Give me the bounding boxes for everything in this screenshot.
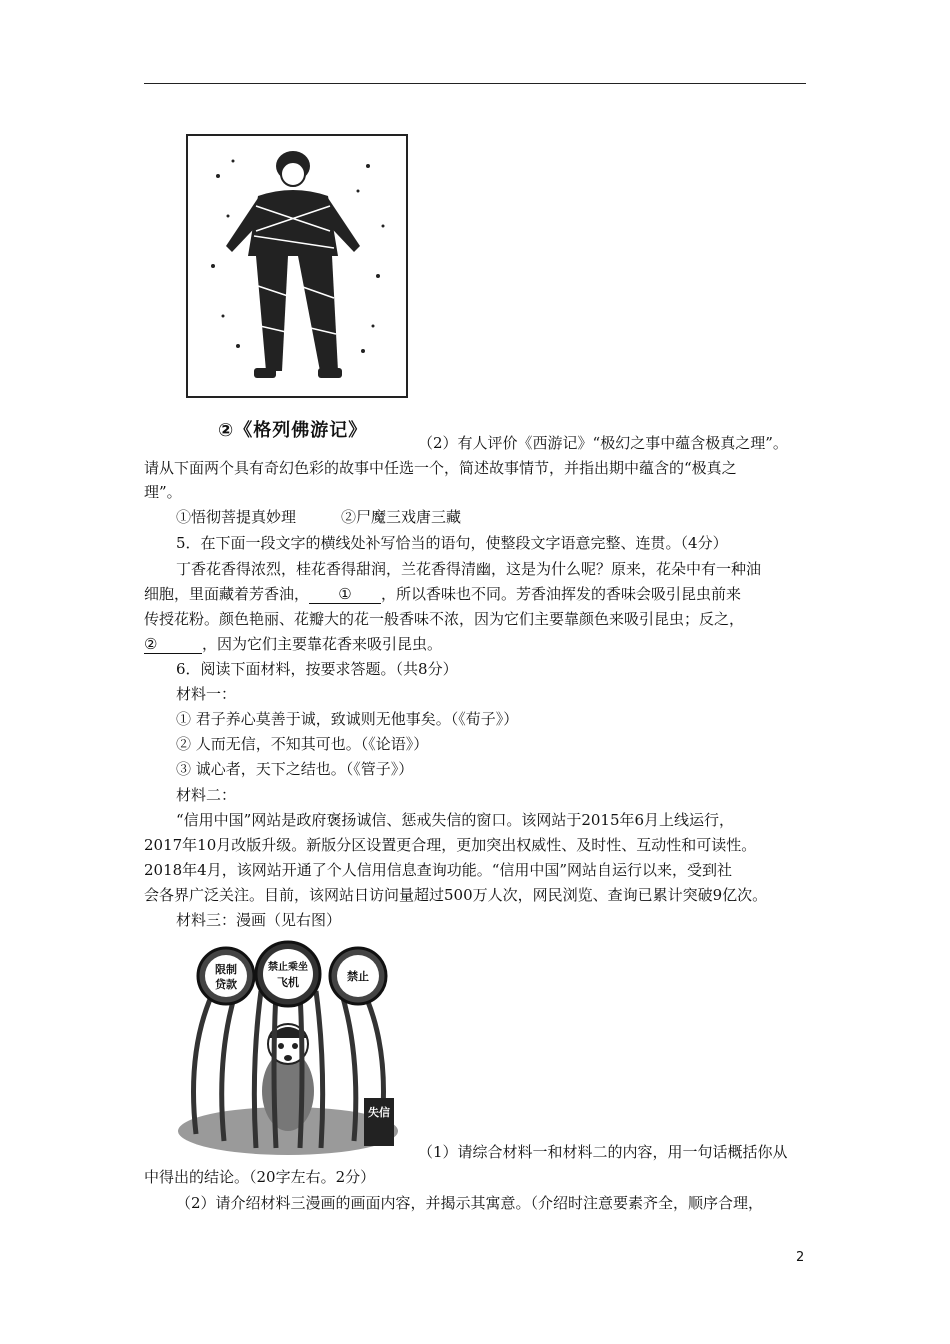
material1-item: ① 君子养心莫善于诚，致诚则无他事矣。（《荀子》） (176, 710, 519, 728)
figure-caption: ②《格列佛游记》 (218, 420, 368, 441)
material1-title: 材料一： (176, 685, 237, 703)
credit-cartoon (176, 936, 406, 1158)
q5-para-line2-post: ，所以香味也不同。芳香油挥发的香味会吸引昆虫前来 (381, 585, 742, 603)
cartoon-drawing (176, 936, 406, 1158)
q5-stem: 5．在下面一段文字的横线处补写恰当的语句，使整段文字语意完整、连贯。（4分） (176, 534, 728, 552)
q5-para-line4 (144, 634, 442, 654)
cartoon-bubble-text: 禁止乘坐 (268, 962, 308, 973)
cartoon-bubble-text: 飞机 (277, 976, 299, 989)
material2-line: 2018年4月，该网站开通了个人信用信息查询功能。“信用中国”网站自运行以来，受到社 (144, 861, 733, 879)
q6-sub2-line1: （2）请介绍材料三漫画的画面内容，并揭示其寓意。（介绍时注意要素齐全，顺序合理， (176, 1194, 764, 1212)
page-number: 2 (796, 1250, 805, 1265)
q5-blank-1[interactable]: ① (309, 586, 381, 604)
material2-line: 会各界广泛关注。目前，该网站日访问量超过500万人次，网民浏览、查询已累计突破9亿次。 (144, 886, 768, 904)
q6-sub1-line2: 中得出的结论。（20字左右。2分） (144, 1168, 376, 1186)
q5-para-line3: 传授花粉。颜色艳丽、花瓣大的花一般香味不浓，因为它们主要靠颜色来吸引昆虫；反之， (144, 610, 745, 628)
q4-2-options: ①悟彻菩提真妙理 ②尸魔三戏唐三藏 (176, 508, 462, 526)
cartoon-person (262, 1024, 314, 1131)
q4-2-text-line2: 请从下面两个具有奇幻色彩的故事中任选一个，简述故事情节，并指出期中蕴含的“极真之 (144, 459, 737, 477)
gulliver-illustration (186, 134, 408, 398)
q4-2-text-line3: 理”。 (144, 483, 182, 501)
gulliver-figure-drawing (188, 136, 406, 396)
cartoon-bubble-text: 贷款 (215, 978, 237, 991)
header-rule (144, 83, 806, 84)
material2-title: 材料二： (176, 786, 237, 804)
q5-blank-2[interactable]: ② (144, 636, 202, 654)
q5-para-line2 (144, 584, 741, 604)
cartoon-bubble-text: 禁止 (347, 970, 369, 983)
q5-para-line2-pre: 细胞，里面藏着芳香油， (144, 585, 310, 603)
material2-line: “信用中国”网站是政府褒扬诚信、惩戒失信的窗口。该网站于2015年6月上线运行， (176, 811, 735, 829)
q5-para-line4-post: ，因为它们主要靠花香来吸引昆虫。 (202, 635, 443, 653)
q6-sub1-line1: （1）请综合材料一和材料二的内容，用一句话概括你从 (418, 1143, 788, 1161)
q6-stem: 6．阅读下面材料，按要求答题。（共8分） (176, 660, 458, 678)
q5-para-line1: 丁香花香得浓烈，桂花香得甜润，兰花香得清幽，这是为什么呢？原来，花朵中有一种油 (176, 560, 762, 578)
cartoon-bubble-text: 限制 (215, 963, 237, 976)
material1-item: ② 人而无信，不知其可也。（《论语》） (176, 735, 429, 753)
q4-2-text-line1: （2）有人评价《西游记》“极幻之事中蕴含极真之理”。 (418, 434, 788, 452)
material3-title: 材料三：漫画（见右图） (176, 911, 342, 929)
material2-line: 2017年10月改版升级。新版分区设置更合理，更加突出权威性、及时性、互动性和可读性。 (144, 836, 757, 854)
material1-item: ③ 诚心者，天下之结也。（《管子》） (176, 760, 414, 778)
cartoon-sign-text: 失信 (368, 1106, 390, 1119)
